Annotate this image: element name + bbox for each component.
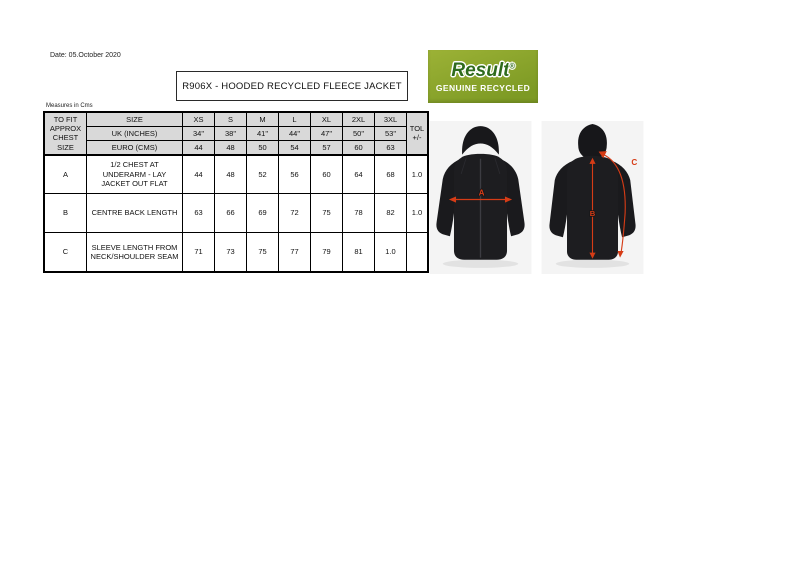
euro-size-value: 63 bbox=[375, 141, 407, 155]
measurement-value: 71 bbox=[183, 233, 215, 272]
measure-code: A bbox=[45, 155, 87, 194]
uk-size-value: 44" bbox=[279, 127, 311, 141]
jacket-front-photo bbox=[429, 121, 532, 274]
size-col-header: 2XL bbox=[343, 113, 375, 127]
size-col-header: XL bbox=[311, 113, 343, 127]
measurement-value: 77 bbox=[279, 233, 311, 272]
uk-size-value: 34" bbox=[183, 127, 215, 141]
measurement-value: 75 bbox=[311, 194, 343, 233]
euro-size-value: 60 bbox=[343, 141, 375, 155]
measurement-value: 82 bbox=[375, 194, 407, 233]
tolerance-value: 1.0 bbox=[407, 155, 428, 194]
jacket-shadow bbox=[443, 260, 518, 268]
uk-size-value: 38" bbox=[215, 127, 247, 141]
header-uk-label: UK (INCHES) bbox=[87, 127, 183, 141]
date-label: Date: 05.October 2020 bbox=[50, 52, 121, 59]
size-chart-table bbox=[44, 112, 428, 272]
measurement-value: 68 bbox=[375, 155, 407, 194]
measurement-value: 52 bbox=[247, 155, 279, 194]
uk-size-value: 47" bbox=[311, 127, 343, 141]
uk-size-value: 50" bbox=[343, 127, 375, 141]
tolerance-header: TOL +/- bbox=[407, 113, 428, 155]
measurement-value: 63 bbox=[183, 194, 215, 233]
measure-code: C bbox=[45, 233, 87, 272]
euro-size-value: 48 bbox=[215, 141, 247, 155]
measurement-value: 69 bbox=[247, 194, 279, 233]
measurement-value: 66 bbox=[215, 194, 247, 233]
measure-description: CENTRE BACK LENGTH bbox=[87, 194, 183, 233]
size-chart-header bbox=[45, 113, 428, 155]
measurement-value: 79 bbox=[311, 233, 343, 272]
euro-size-value: 44 bbox=[183, 141, 215, 155]
measure-label-a: A bbox=[478, 188, 485, 198]
size-chart-body bbox=[45, 155, 428, 272]
measurement-value: 60 bbox=[311, 155, 343, 194]
corner-header: TO FIT APPROX CHEST SIZE bbox=[45, 113, 87, 155]
measure-description: 1/2 CHEST AT UNDERARM - LAY JACKET OUT FLAT bbox=[87, 155, 183, 194]
measurement-value: 64 bbox=[343, 155, 375, 194]
product-title-box bbox=[176, 71, 408, 101]
header-size-label: SIZE bbox=[87, 113, 183, 127]
size-col-header: 3XL bbox=[375, 113, 407, 127]
uk-size-value: 53" bbox=[375, 127, 407, 141]
measurement-value: 78 bbox=[343, 194, 375, 233]
measurement-value: 56 bbox=[279, 155, 311, 194]
brand-name: Result® bbox=[451, 59, 515, 81]
size-col-header: XS bbox=[183, 113, 215, 127]
euro-size-value: 50 bbox=[247, 141, 279, 155]
measurement-value: 75 bbox=[247, 233, 279, 272]
product-title: R906X - HOODED RECYCLED FLEECE JACKET bbox=[182, 80, 402, 92]
measure-description: SLEEVE LENGTH FROM NECK/SHOULDER SEAM bbox=[87, 233, 183, 272]
measure-label-b: B bbox=[589, 208, 596, 218]
measurement-value: 81 bbox=[343, 233, 375, 272]
measurement-value: 72 bbox=[279, 194, 311, 233]
measurement-value: 73 bbox=[215, 233, 247, 272]
brand-tagline: GENUINE RECYCLED bbox=[435, 82, 531, 93]
jacket-shadow bbox=[556, 260, 629, 268]
measure-code: B bbox=[45, 194, 87, 233]
tolerance-value: 1.0 bbox=[375, 233, 407, 272]
size-col-header: L bbox=[279, 113, 311, 127]
euro-size-value: 57 bbox=[311, 141, 343, 155]
registered-mark: ® bbox=[509, 63, 515, 71]
table-row bbox=[45, 155, 428, 194]
measure-label-c: C bbox=[631, 157, 638, 167]
euro-size-value: 54 bbox=[279, 141, 311, 155]
measurement-value: 44 bbox=[183, 155, 215, 194]
table-row bbox=[45, 194, 428, 233]
uk-size-value: 41" bbox=[247, 127, 279, 141]
table-row bbox=[45, 233, 428, 272]
tolerance-value: 1.0 bbox=[407, 194, 428, 233]
measures-note: Measures in Cms bbox=[46, 103, 93, 109]
size-col-header: S bbox=[215, 113, 247, 127]
brand-logo bbox=[428, 50, 538, 103]
size-col-header: M bbox=[247, 113, 279, 127]
header-euro-label: EURO (CMS) bbox=[87, 141, 183, 155]
measurement-value: 48 bbox=[215, 155, 247, 194]
jacket-back-photo bbox=[541, 121, 644, 274]
